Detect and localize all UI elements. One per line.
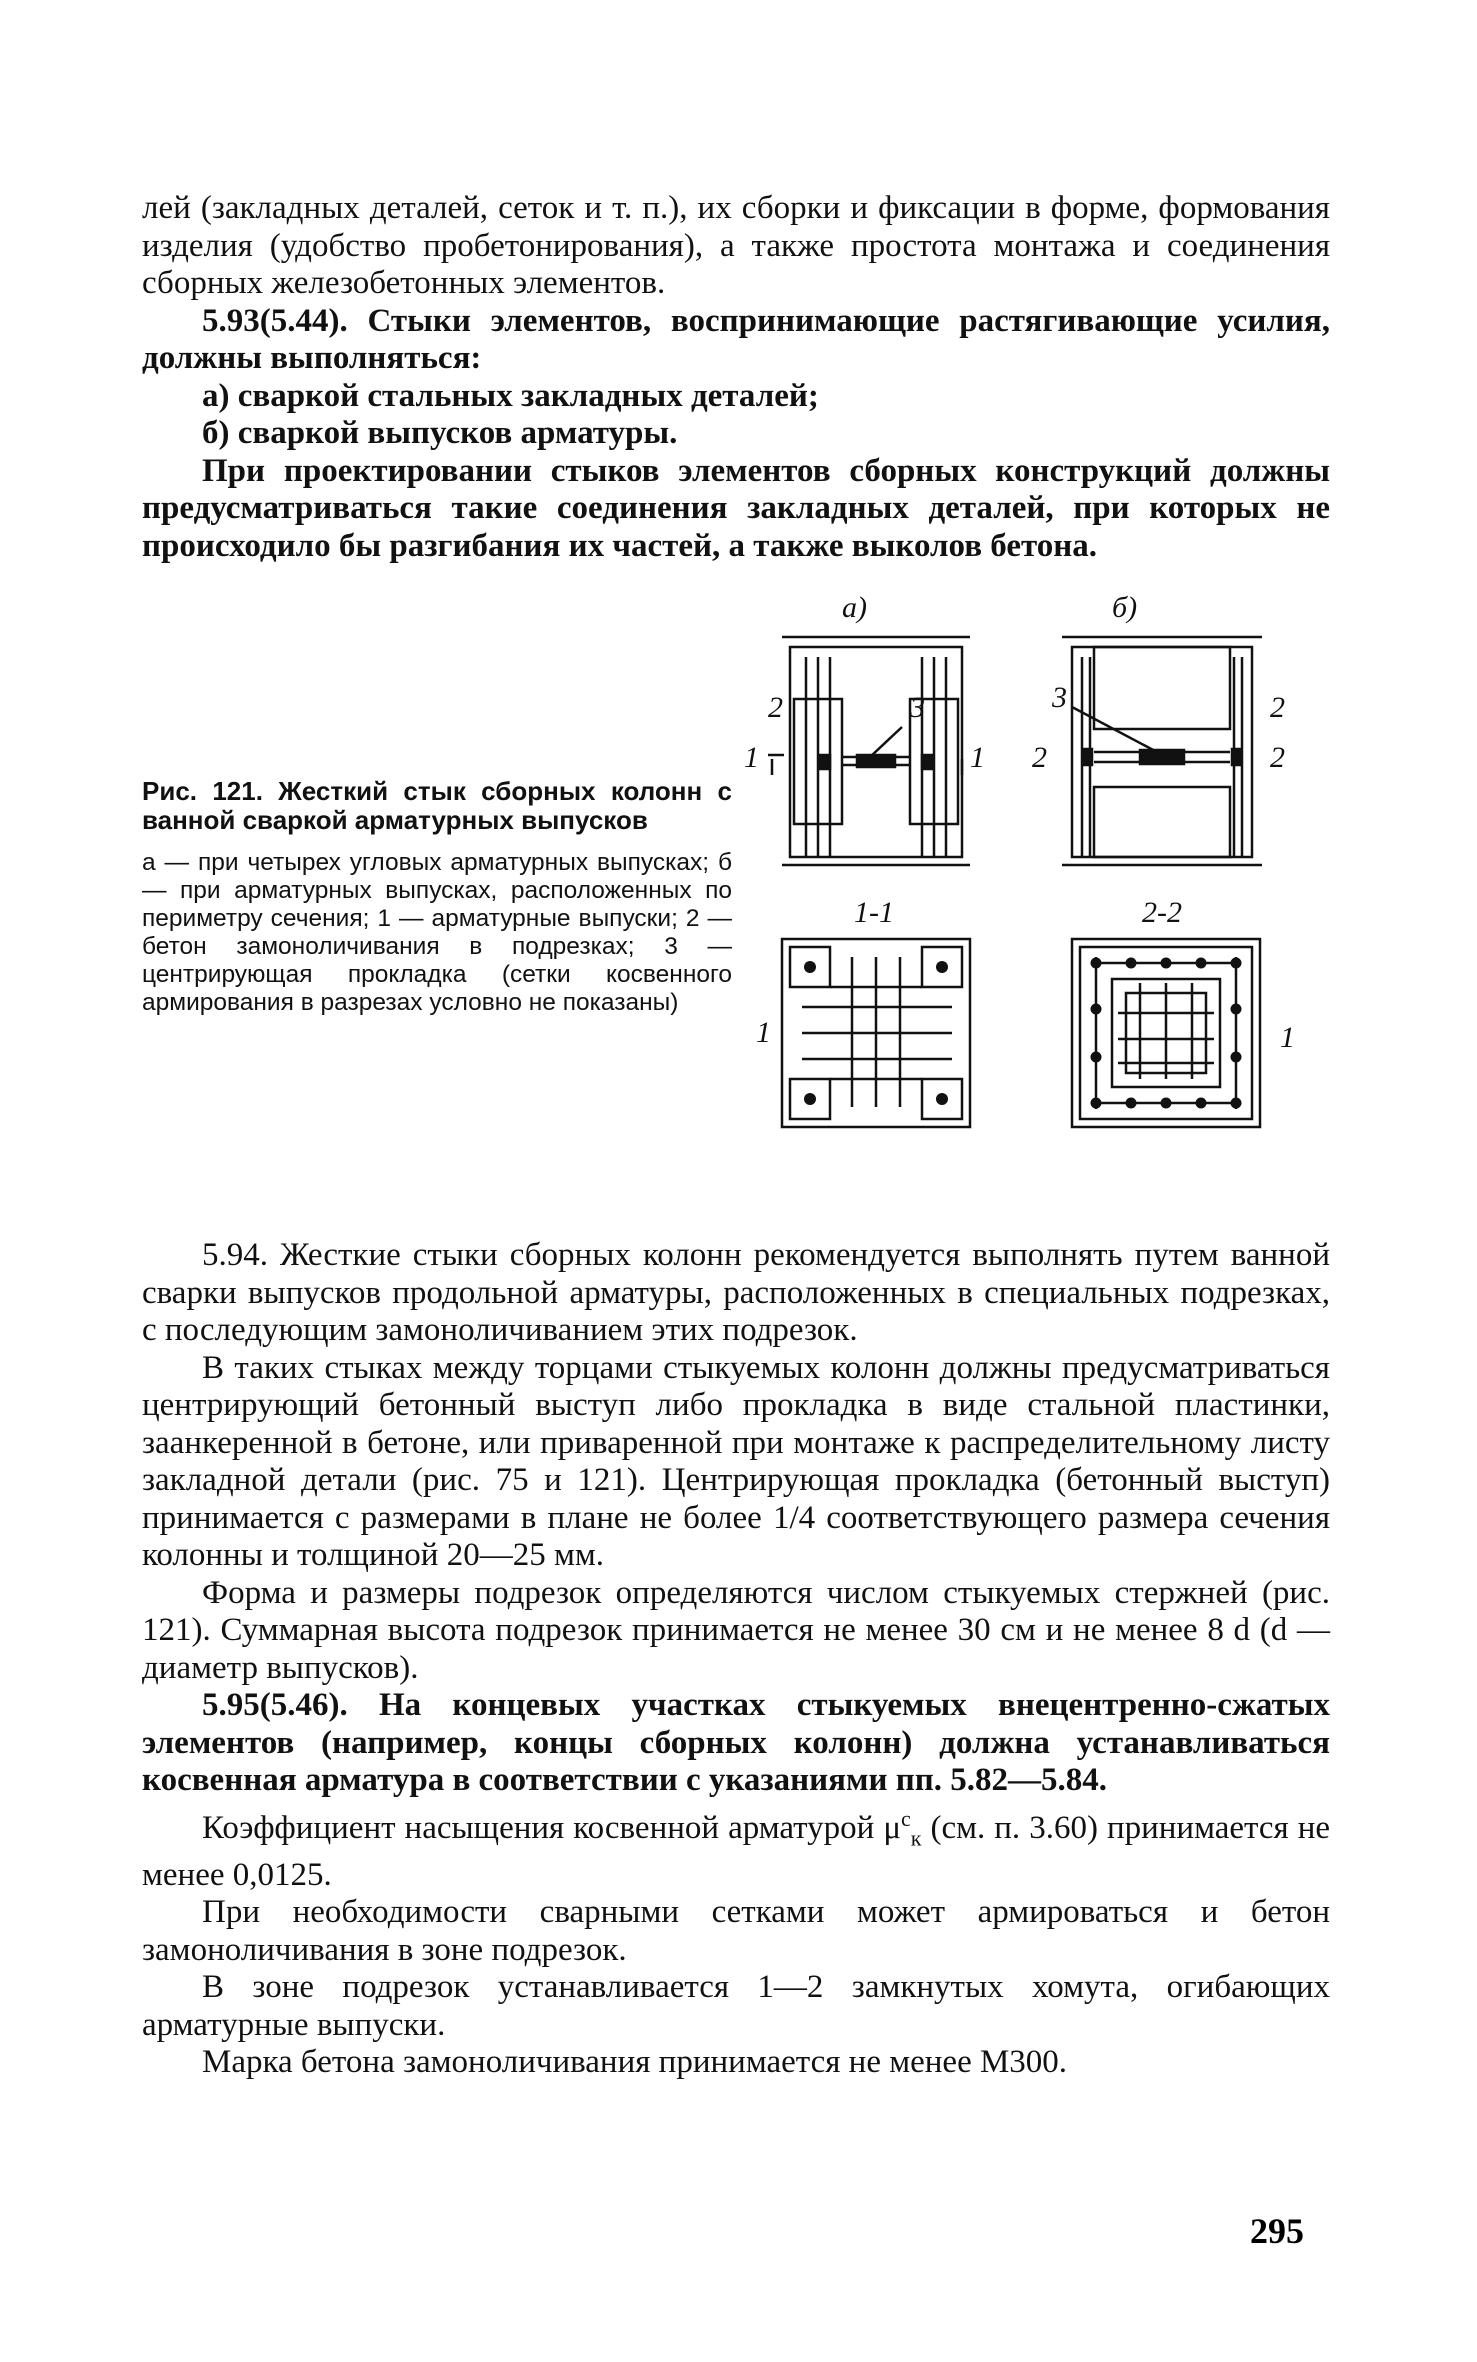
caption-title: Рис. 121. Жесткий стык сборных колонн с ванной сваркой арматурных выпусков [142,776,732,835]
section-label-2-2: 2-2 [1142,896,1182,929]
label-1-section-b: 1 [1280,1021,1295,1054]
elevation-b [1062,637,1262,865]
list-item-a: а) сваркой стальных закладных деталей; [202,377,819,414]
figure-121 [142,587,1330,1237]
label-a: а) [842,591,867,624]
section-5-94: 5.94. Жесткие стыки сборных колонн рекомендуется выполнять путем ванной сварки выпусков продольной арматуры, расположенных в специальных подрезках, с последующим замоноличиванием этих подрезок. [142,1237,1330,1348]
label-b: б) [1112,591,1138,624]
page-number: 295 [1250,2211,1304,2251]
section-5-95: 5.95(5.46). На концевых участках стыкуемых внецентренно-сжатых элементов (например, концы сборных колонн) должна устанавливаться косвенная арматура в соответствии с указаниями пп. 5.82—5.84. [142,1687,1330,1798]
section-label-1-1: 1-1 [854,896,894,929]
paragraph-clamps: В зоне подрезок устанавливается 1—2 замкнутых хомута, огибающих арматурные выпуски. [142,1969,1330,2043]
section-5-93: 5.93(5.44). Стыки элементов, воспринимающие растягивающие усилия, должны выполняться: [142,302,1330,376]
label-3-a: 3 [910,691,925,724]
label-2-a: 2 [768,691,783,724]
label-1-a-right: 1 [970,741,985,774]
coef-text-post: (см. п. 3.60) принимается не менее 0,0125. [142,1809,1330,1893]
label-3-b: 3 [1052,681,1067,714]
label-1-a-left: 1 [744,741,759,774]
coef-text-pre: Коэффициент насыщения косвенной арматурой μ [202,1809,902,1846]
paragraph-intro: лей (закладных деталей, сеток и т. п.), их сборки и фиксации в форме, формования изделия (удобство пробетонирования), а также простота монтажа и соединения сборных железобетонных элементов. [142,190,1330,301]
label-2-b-left: 2 [1032,741,1047,774]
elevation-a [768,637,970,865]
paragraph-coefficient [142,1800,1330,1895]
caption-text: а — при четырех угловых арматурных выпусках; б — при арматурных выпусках, расположенных по периметру сечения; 1 — арматурные выпуски; 2 — бетон замоноличивания в подрезках; 3 — центрирующая прокладка (сетки косвенного армирования в разрезах условно не показаны) [142,849,732,1016]
label-1-section-a: 1 [756,1016,771,1049]
coef-subscript: к [910,1825,922,1851]
page-body [142,190,1330,2082]
paragraph-grade: Марка бетона замоноличивания принимается не менее М300. [202,2044,1068,2081]
label-2-b-right: 2 [1270,741,1285,774]
paragraph-design: При проектировании стыков элементов сборных конструкций должны предусматриваться такие соединения закладных деталей, при которых не происходило бы разгибания их частей, а также выколов бетона. [142,452,1330,564]
paragraph-form: Форма и размеры подрезок определяются числом стыкуемых стержней (рис. 121). Суммарная высота подрезок принимается не менее 30 см и не менее 8 d (d — диаметр выпусков). [142,1574,1330,1686]
figure-caption [142,777,732,1017]
joint-drawing [742,587,1330,1167]
paragraph-mesh: При необходимости сварными сетками может армироваться и бетон замоноличивания в зоне подрезок. [142,1894,1330,1968]
label-2-b: 2 [1270,691,1285,724]
paragraph-joints: В таких стыках между торцами стыкуемых колонн должны предусматриваться центрирующий бетонный выступ либо прокладка в виде стальной пластинки, заанкеренной в бетоне, или приваренной при монтаже к распределительному листу закладной детали (рис. 75 и 121). Центрирующая прокладка (бетонный выступ) принимается с размерами в плане не более 1/4 соответствующего размера сечения колонны и толщиной 20—25 мм. [142,1349,1330,1573]
coef-superscript: с [901,1805,911,1831]
list-item-b: б) сваркой выпусков арматуры. [202,415,678,451]
